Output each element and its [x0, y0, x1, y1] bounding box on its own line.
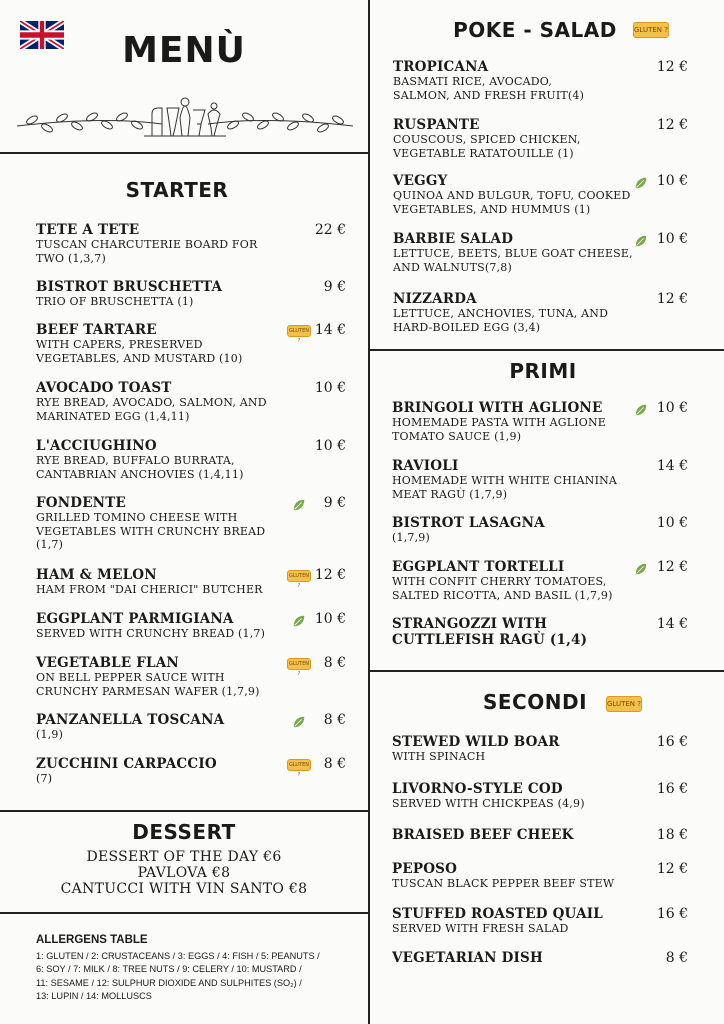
- primi-menu-item: [392, 515, 638, 545]
- item-price: 14 €: [656, 458, 688, 474]
- item-price: 16 €: [656, 906, 688, 922]
- gluten-badge-icon: GLUTEN ?: [287, 759, 311, 771]
- item-name: LIVORNO-STYLE COD: [392, 781, 563, 797]
- section-title-primi: PRIMI: [509, 359, 577, 383]
- vegetarian-leaf-icon: [634, 402, 648, 416]
- item-description: WITH SPINACH: [392, 750, 486, 763]
- gluten-badge-icon: GLUTEN ?: [606, 696, 642, 712]
- item-price: 14 €: [656, 616, 688, 632]
- item-name: STEWED WILD BOAR: [392, 734, 560, 750]
- primi-menu-item: [392, 559, 638, 602]
- item-name: EGGPLANT PARMIGIANA: [36, 611, 234, 627]
- secondi-menu-item: [392, 906, 638, 936]
- item-price: 16 €: [656, 781, 688, 797]
- item-name: L'ACCIUGHINO: [36, 438, 157, 454]
- item-description: TUSCAN CHARCUTERIE BOARD FOR: [36, 238, 258, 251]
- item-price: 22 €: [314, 222, 346, 238]
- item-price: 14 €: [314, 322, 346, 338]
- item-description: SERVED WITH CHICKPEAS (4,9): [392, 797, 585, 810]
- item-description: BASMATI RICE, AVOCADO,: [393, 75, 553, 88]
- section-title-dessert: DESSERT: [132, 820, 236, 844]
- starter-menu-item: [36, 611, 296, 641]
- illustration-ornament: [12, 88, 358, 144]
- item-price: 8 €: [323, 756, 346, 772]
- item-price: 10 €: [656, 173, 688, 189]
- item-name: EGGPLANT TORTELLI: [392, 559, 565, 575]
- item-description: AND WALNUTS(7,8): [393, 260, 512, 274]
- item-description: TWO (1,3,7): [36, 251, 106, 265]
- item-description: SALMON, AND FRESH FRUIT(4): [393, 88, 585, 102]
- starter-menu-item: [36, 655, 296, 698]
- gluten-badge-icon: GLUTEN ?: [633, 22, 669, 38]
- item-description: COUSCOUS, SPICED CHICKEN,: [393, 133, 581, 146]
- allergens-title: ALLERGENS TABLE: [36, 934, 148, 946]
- allergens-line: 13: LUPIN / 14: MOLLUSCS: [36, 991, 152, 1002]
- item-description: HAM FROM "DAI CHERICI" BUTCHER: [36, 583, 263, 596]
- item-name: BRAISED BEEF CHEEK: [392, 827, 574, 843]
- item-name: BRINGOLI WITH AGLIONE: [392, 400, 603, 416]
- item-name: VEGETABLE FLAN: [36, 655, 179, 671]
- item-price: 8 €: [665, 950, 688, 966]
- item-description: LETTUCE, BEETS, BLUE GOAT CHEESE,: [393, 247, 633, 260]
- secondi-menu-item: [392, 827, 638, 843]
- item-description: CANTABRIAN ANCHOVIES (1,4,11): [36, 467, 244, 481]
- section-title-poke-salad: POKE - SALAD: [453, 18, 617, 42]
- item-description: TRIO OF BRUSCHETTA (1): [36, 295, 194, 308]
- poke-menu-item: [393, 117, 638, 160]
- item-description: VEGETABLES, AND MUSTARD (10): [36, 351, 243, 365]
- divider: [0, 152, 368, 154]
- item-description: (1,7): [36, 538, 64, 551]
- item-description: QUINOA AND BULGUR, TOFU, COOKED: [393, 189, 631, 202]
- gluten-badge-icon: GLUTEN ?: [287, 325, 311, 337]
- item-description: VEGETABLES WITH CRUNCHY BREAD: [36, 524, 266, 538]
- item-description: WITH CONFIT CHERRY TOMATOES,: [392, 575, 607, 588]
- item-price: 10 €: [656, 400, 688, 416]
- item-description: (1,9): [36, 728, 64, 741]
- item-description: (7): [36, 772, 53, 785]
- item-name: FONDENTE: [36, 495, 126, 511]
- item-name: STRANGOZZI WITH: [392, 616, 548, 632]
- item-price: 12 €: [314, 567, 346, 583]
- primi-menu-item: [392, 616, 638, 648]
- item-description: (1,7,9): [392, 531, 430, 544]
- item-description: ON BELL PEPPER SAUCE WITH: [36, 671, 225, 684]
- item-price: 12 €: [656, 291, 688, 307]
- item-name: NIZZARDA: [393, 291, 477, 307]
- starter-menu-item: [36, 438, 296, 481]
- starter-menu-item: [36, 495, 296, 552]
- item-name: HAM & MELON: [36, 567, 157, 583]
- item-description: HOMEMADE WITH WHITE CHIANINA: [392, 474, 618, 487]
- starter-menu-item: [36, 712, 296, 742]
- item-description: TUSCAN BLACK PEPPER BEEF STEW: [392, 877, 615, 890]
- item-name: VEGETARIAN DISH: [392, 950, 543, 966]
- starter-menu-item: [36, 380, 296, 423]
- item-description: MARINATED EGG (1,4,11): [36, 409, 190, 423]
- item-description: VEGETABLES, AND HUMMUS (1): [393, 202, 591, 216]
- item-description: HOMEMADE PASTA WITH AGLIONE: [392, 416, 607, 429]
- item-price: 9 €: [323, 495, 346, 511]
- item-name: BISTROT BRUSCHETTA: [36, 279, 223, 295]
- starter-menu-item: [36, 756, 296, 786]
- item-price: 16 €: [656, 734, 688, 750]
- item-description: GRILLED TOMINO CHEESE WITH: [36, 511, 238, 524]
- vegetarian-leaf-icon: [292, 613, 306, 627]
- starter-menu-item: [36, 567, 296, 597]
- item-description: WITH CAPERS, PRESERVED: [36, 338, 203, 351]
- divider: [368, 670, 724, 672]
- item-description: MEAT RAGÙ (1,7,9): [392, 487, 508, 501]
- item-description: SERVED WITH CRUNCHY BREAD (1,7): [36, 627, 266, 640]
- poke-menu-item: [393, 291, 638, 334]
- item-price: 10 €: [656, 231, 688, 247]
- vegetarian-leaf-icon: [292, 497, 306, 511]
- item-name: BISTROT LASAGNA: [392, 515, 545, 531]
- item-description: RYE BREAD, BUFFALO BURRATA,: [36, 454, 235, 467]
- item-price: 12 €: [656, 117, 688, 133]
- item-description: SERVED WITH FRESH SALAD: [392, 922, 569, 935]
- gluten-badge-icon: GLUTEN ?: [287, 570, 311, 582]
- allergens-line: 11: SESAME / 12: SULPHUR DIOXIDE AND SULPHITES (SO₂) /: [36, 977, 302, 988]
- dessert-line: PAVLOVA €8: [137, 865, 231, 881]
- item-price: 12 €: [656, 59, 688, 75]
- item-name: RAVIOLI: [392, 458, 459, 474]
- item-price: 8 €: [323, 655, 346, 671]
- item-description: HARD-BOILED EGG (3,4): [393, 320, 541, 334]
- item-description: TOMATO SAUCE (1,9): [392, 429, 522, 443]
- item-price: 10 €: [314, 438, 346, 454]
- vegetarian-leaf-icon: [634, 175, 648, 189]
- item-name: TETE A TETE: [36, 222, 140, 238]
- poke-menu-item: [393, 231, 638, 274]
- item-price: 12 €: [656, 861, 688, 877]
- divider: [368, 349, 724, 351]
- poke-menu-item: [393, 59, 638, 102]
- item-description: CRUNCHY PARMESAN WAFER (1,7,9): [36, 684, 260, 698]
- starter-menu-item: [36, 222, 296, 265]
- secondi-menu-item: [392, 734, 638, 764]
- item-description: SALTED RICOTTA, AND BASIL (1,7,9): [392, 588, 613, 602]
- allergens-table: [36, 950, 356, 1004]
- item-description: RYE BREAD, AVOCADO, SALMON, AND: [36, 396, 267, 409]
- secondi-menu-item: [392, 861, 638, 891]
- item-price: 9 €: [323, 279, 346, 295]
- starter-menu-item: [36, 322, 296, 365]
- item-price: 10 €: [314, 611, 346, 627]
- item-name: STUFFED ROASTED QUAIL: [392, 906, 603, 922]
- item-name: VEGGY: [393, 173, 448, 189]
- item-name: TROPICANA: [393, 59, 489, 75]
- item-description: LETTUCE, ANCHOVIES, TUNA, AND: [393, 307, 609, 320]
- section-title-secondi: SECONDI: [482, 690, 588, 714]
- dessert-line: DESSERT OF THE DAY €6: [86, 849, 282, 865]
- item-price: 18 €: [656, 827, 688, 843]
- primi-menu-item: [392, 400, 638, 443]
- primi-menu-item: [392, 458, 638, 501]
- divider: [0, 912, 368, 914]
- vegetarian-leaf-icon: [292, 714, 306, 728]
- column-divider: [368, 0, 370, 1024]
- divider: [0, 810, 368, 812]
- gluten-badge-icon: GLUTEN ?: [287, 658, 311, 670]
- item-name: RUSPANTE: [393, 117, 480, 133]
- starter-menu-item: [36, 279, 296, 309]
- item-name: BEEF TARTARE: [36, 322, 157, 338]
- item-description: VEGETABLE RATATOUILLE (1): [393, 146, 574, 160]
- section-title-starter: STARTER: [125, 178, 229, 202]
- item-name: BARBIE SALAD: [393, 231, 514, 247]
- allergens-line: 1: GLUTEN / 2: CRUSTACEANS / 3: EGGS / 4: FISH / 5: PEANUTS /: [36, 951, 320, 961]
- item-name: PANZANELLA TOSCANA: [36, 712, 225, 728]
- item-name: PEPOSO: [392, 861, 458, 877]
- secondi-menu-item: [392, 781, 638, 811]
- item-price: 8 €: [323, 712, 346, 728]
- dessert-line: CANTUCCI WITH VIN SANTO €8: [60, 881, 308, 897]
- item-price: 12 €: [656, 559, 688, 575]
- page-title: MENÙ: [122, 30, 246, 71]
- item-name: ZUCCHINI CARPACCIO: [36, 756, 217, 772]
- vegetarian-leaf-icon: [634, 561, 648, 575]
- secondi-menu-item: [392, 950, 638, 966]
- item-price: 10 €: [314, 380, 346, 396]
- item-name: AVOCADO TOAST: [36, 380, 172, 396]
- allergens-line: 6: SOY / 7: MILK / 8: TREE NUTS / 9: CELERY / 10: MUSTARD /: [36, 964, 302, 975]
- item-price: 10 €: [656, 515, 688, 531]
- vegetarian-leaf-icon: [634, 233, 648, 247]
- item-name: CUTTLEFISH RAGÙ (1,4): [392, 632, 588, 648]
- poke-menu-item: [393, 173, 638, 216]
